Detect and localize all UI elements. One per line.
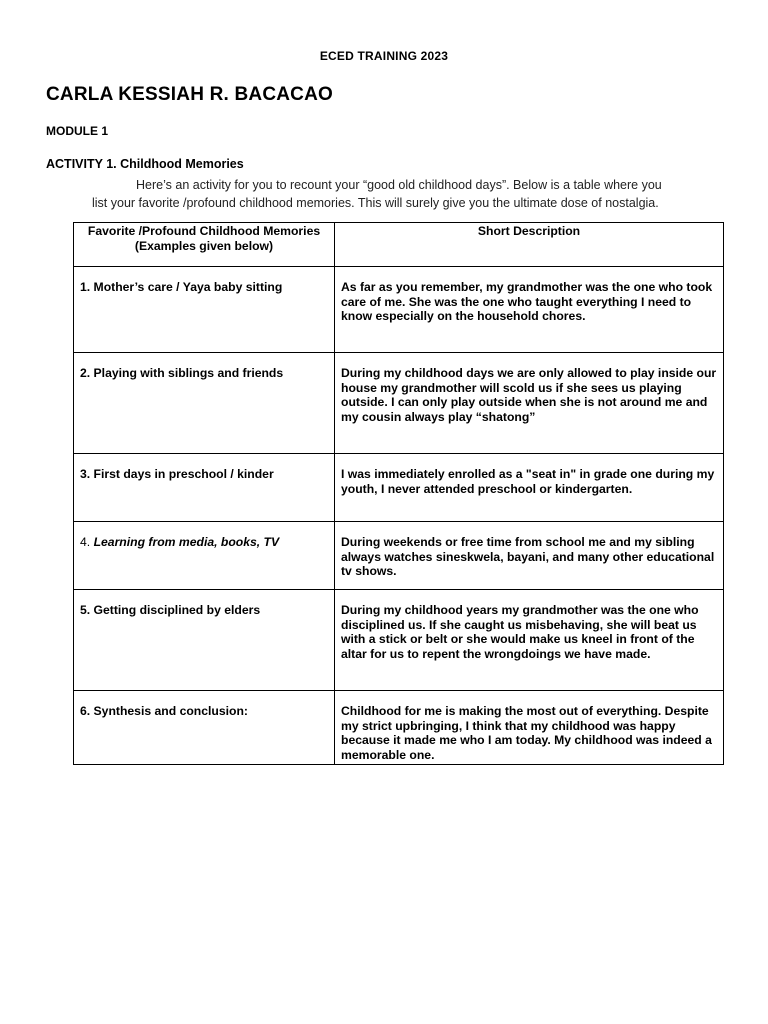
memory-cell: 3. First days in preschool / kinder bbox=[74, 454, 335, 522]
description-cell: Childhood for me is making the most out of everything. Despite my strict upbringing, I think that my childhood was happy because it made me who I am today. My childhood was indeed a memorable one. bbox=[335, 691, 724, 765]
description-cell: During weekends or free time from school me and my sibling always watches sineskwela, bayani, and many other educational tv shows. bbox=[335, 522, 724, 590]
memory-cell: 1. Mother’s care / Yaya baby sitting bbox=[74, 267, 335, 353]
table-row bbox=[74, 522, 724, 590]
column-header-memories: Favorite /Profound Childhood Memories (Examples given below) bbox=[74, 223, 335, 267]
activity-title: ACTIVITY 1. Childhood Memories bbox=[46, 157, 244, 171]
description-cell: I was immediately enrolled as a "seat in" in grade one during my youth, I never attended preschool or kindergarten. bbox=[335, 454, 724, 522]
memory-cell: 6. Synthesis and conclusion: bbox=[74, 691, 335, 765]
module-label: MODULE 1 bbox=[46, 124, 109, 138]
document-header: ECED TRAINING 2023 bbox=[319, 49, 449, 63]
memory-cell: 2. Playing with siblings and friends bbox=[74, 353, 335, 454]
table-row bbox=[74, 590, 724, 691]
memories-table bbox=[73, 222, 724, 765]
description-cell: As far as you remember, my grandmother was the one who took care of me. She was the one who taught everything I need to know especially on the household chores. bbox=[335, 267, 724, 353]
memory-number: 4. bbox=[80, 535, 94, 549]
description-cell: During my childhood days we are only allowed to play inside our house my grandmother will scold us if she sees us playing outside. I can only play outside when she is not around me and my cousin always play “shatong” bbox=[335, 353, 724, 454]
instructions-line-1: Here’s an activity for you to recount your “good old childhood days”. Below is a table where you bbox=[136, 178, 662, 192]
description-cell: During my childhood years my grandmother was the one who disciplined us. If she caught us misbehaving, she will beat us with a stick or belt or she would make us kneel in front of the altar for us to repent the wrongdoings we have made. bbox=[335, 590, 724, 691]
table-header-row bbox=[74, 223, 724, 267]
instructions-line-2: list your favorite /profound childhood memories. This will surely give you the ultimate dose of nostalgia. bbox=[92, 196, 659, 210]
memory-cell: 5. Getting disciplined by elders bbox=[74, 590, 335, 691]
table-row bbox=[74, 691, 724, 765]
activity-instructions bbox=[92, 176, 732, 212]
table-row bbox=[74, 267, 724, 353]
table-row bbox=[74, 454, 724, 522]
author-name: CARLA KESSIAH R. BACACAO bbox=[46, 84, 333, 105]
memory-cell bbox=[74, 522, 335, 590]
column-header-description: Short Description bbox=[335, 223, 724, 267]
table-row bbox=[74, 353, 724, 454]
memory-text: Learning from media, books, TV bbox=[93, 535, 280, 549]
